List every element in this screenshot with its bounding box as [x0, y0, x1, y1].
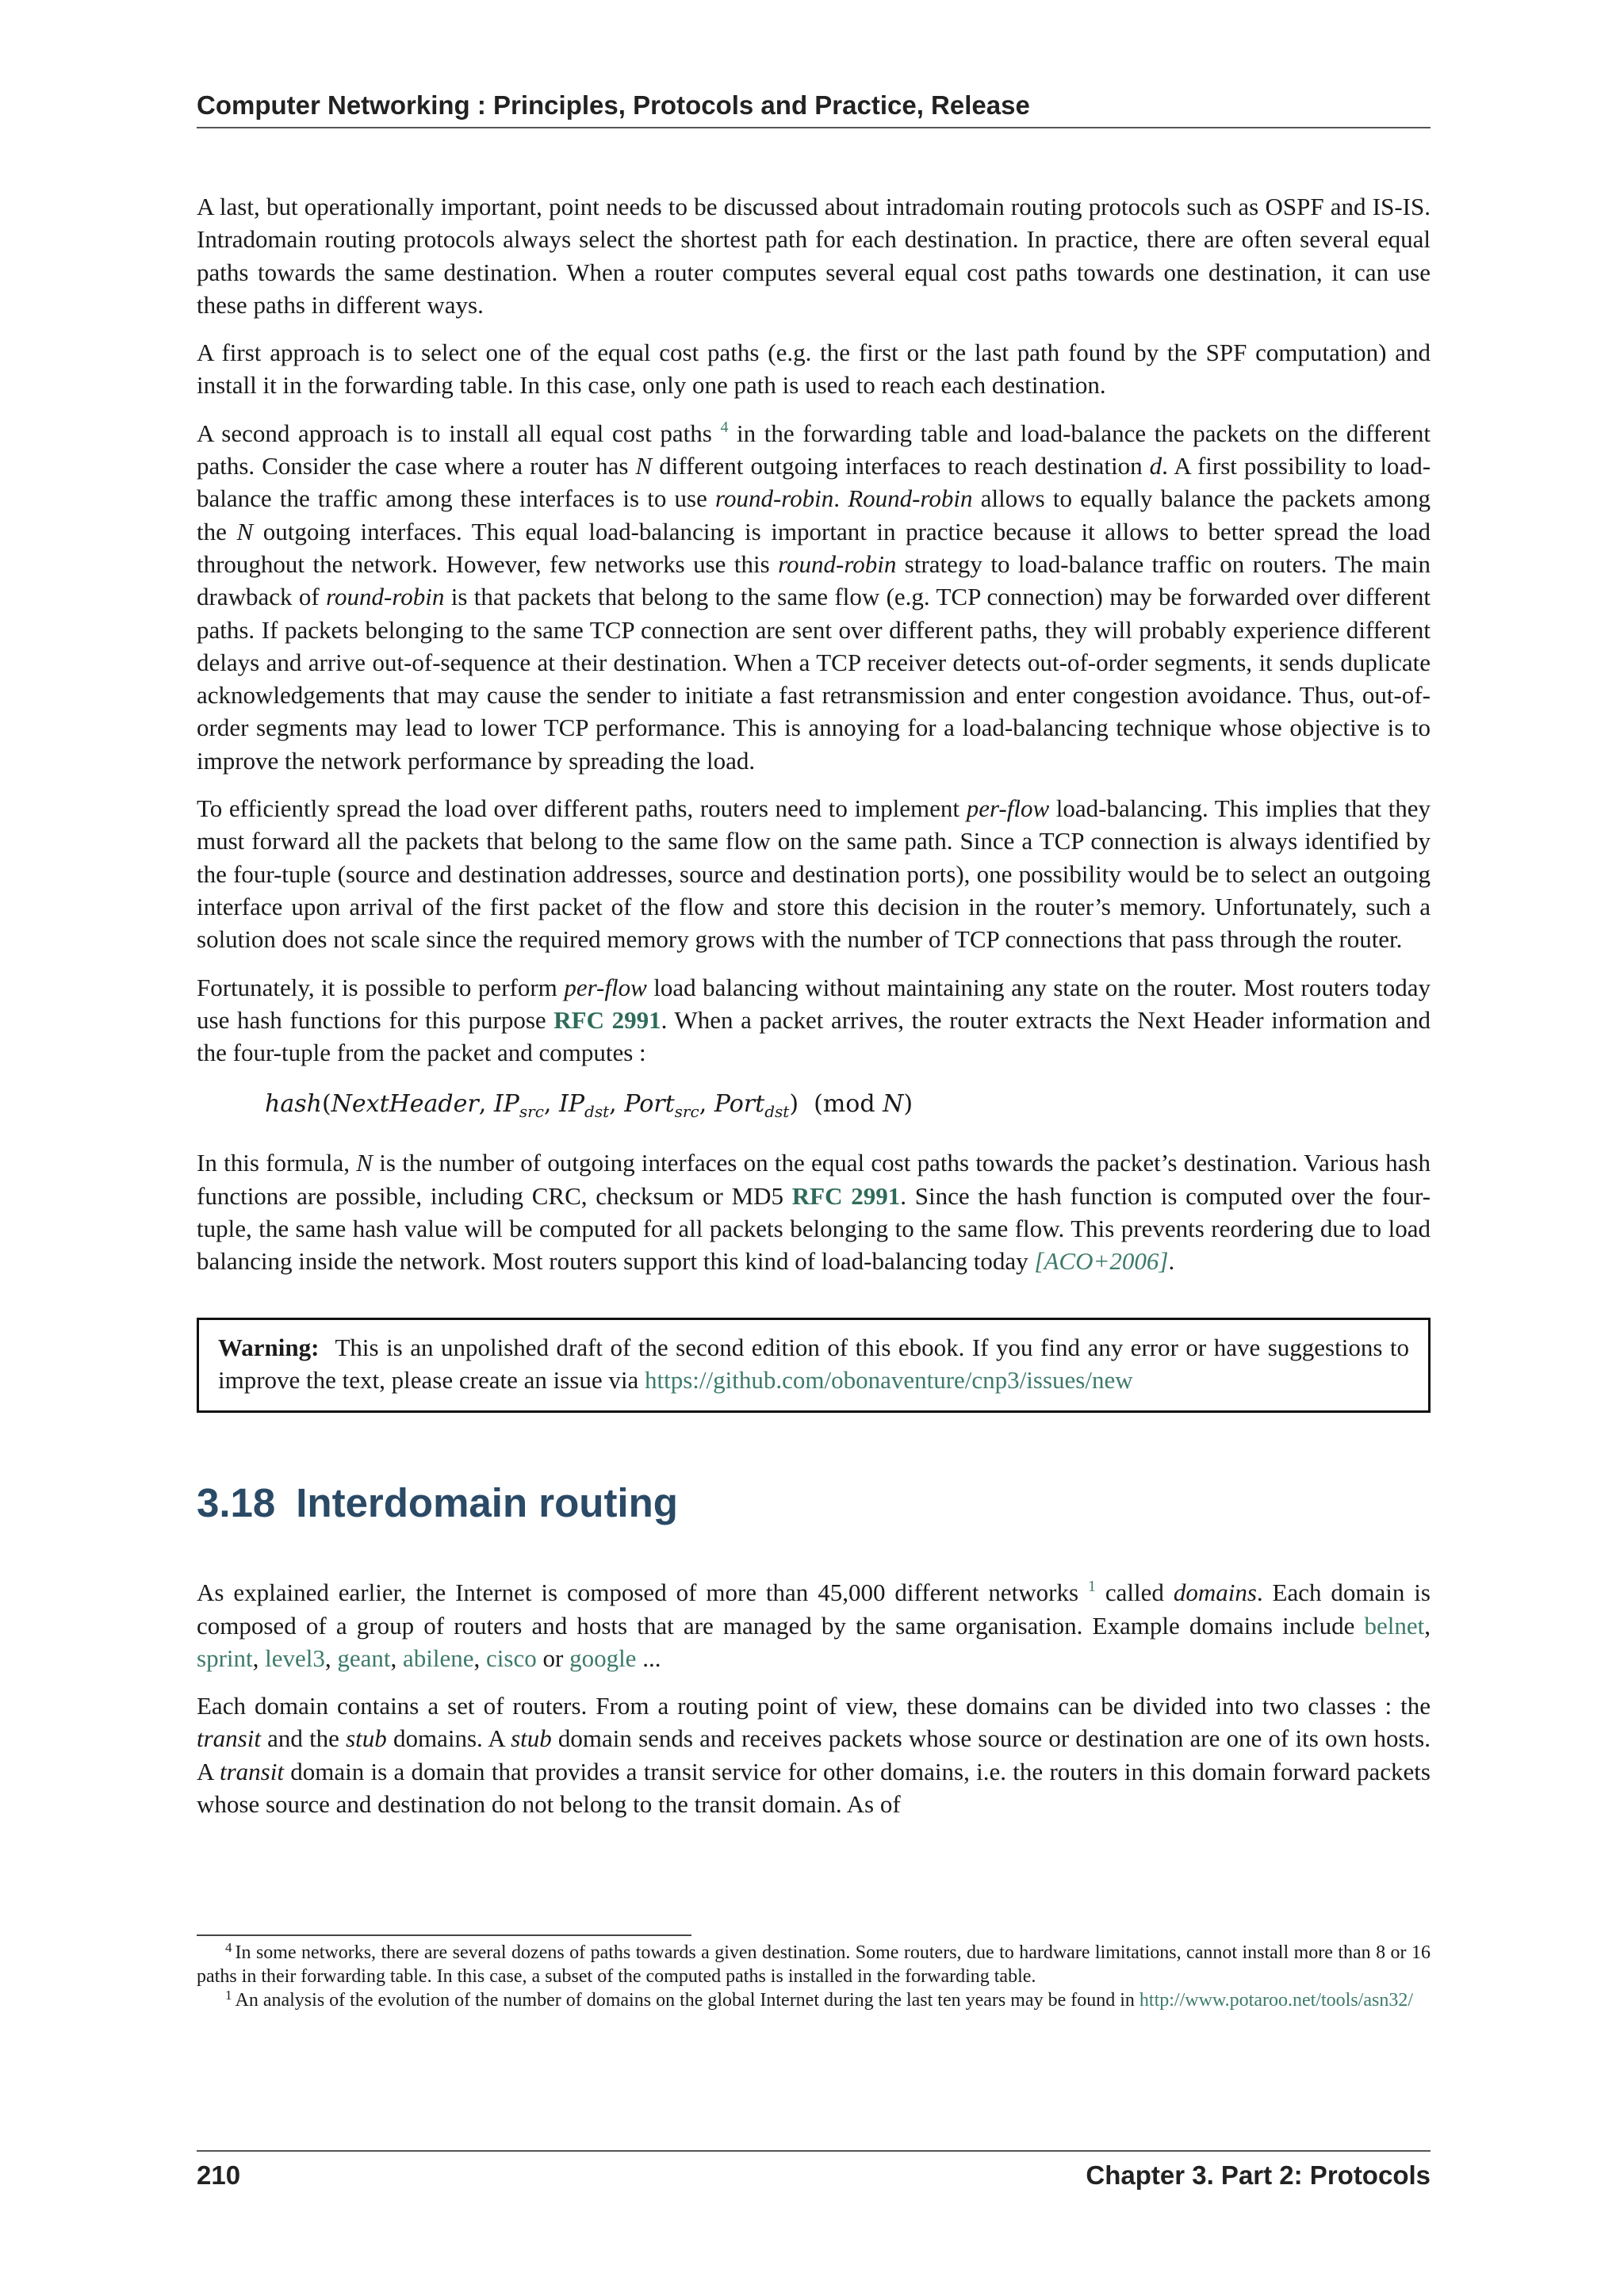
page-number: 210 [197, 2160, 241, 2190]
section-title-text: Interdomain routing [296, 1480, 678, 1526]
page-header [197, 89, 1431, 128]
section-heading [197, 1479, 1431, 1527]
page-footer [197, 2150, 1431, 2193]
footnote-ref-1[interactable]: 1 [1087, 1578, 1096, 1596]
paragraph-formula-explanation: In this formula, N is the number of outgoing interfaces on the equal cost paths towards the packet’s destination. Various hash functions are possible, including CRC, checksum or MD5 RFC 2991. Since the hash function is computed over the four-tuple, the same hash value will be computed for all packets belonging to the same flow. This prevents reordering due to load balancing inside the network. Most routers support this kind of load-balancing today [ACO+2006]. [197, 1149, 1431, 1276]
paragraph-transit-stub: Each domain contains a set of routers. From a routing point of view, these domains can be divided into two classes : the transit and the stub domains. A stub domain sends and receives packets whose source or destination are one of its own hosts. A transit domain is a domain that provides a transit service for other domains, i.e. the routers in this domain forward packets whose source and destination do not belong to the transit domain. As of [197, 1692, 1431, 1818]
paragraph-second-approach: A second approach is to install all equal cost paths $^4$ in the forwarding table and load-balance the packets on the different paths. Consider the case where a router has N different outgoing interfaces to reach destination d. A first possibility to load-balance the traffic among these interfaces is to use round-robin. Round-robin allows to equally balance the packets among the N outgoing interfaces. This equal load-balancing is important in practice because it allows to better spread the load throughout the network. However, few networks use this round-robin strategy to load-balance traffic on routers. The main drawback of round-robin is that packets that belong to the same flow (e.g. TCP connection) may be forwarded over different paths. If packets belonging to the same TCP connection are sent over different paths, they will probably experience different delays and arrive out-of-sequence at their destination. When a TCP receiver detects out-of-order segments, it sends duplicate acknowledgements that may cause the sender to initiate a fast retransmission and enter congestion avoidance. Thus, out-of-order segments may lead to lower TCP performance. This is annoying for a load-balancing technique whose objective is to improve the network performance by spreading the load. [197, 418, 1431, 775]
section-number: 3.18 [197, 1480, 276, 1526]
rfc-2991-link[interactable]: RFC 2991 [553, 1005, 661, 1034]
potaroo-link[interactable]: http://www.potaroo.net/tools/asn32/ [1139, 1990, 1413, 2011]
paragraph-first-approach: A first approach is to select one of the equal cost paths (e.g. the first or the last path found by the SPF computation) and install it in the forwarding table. In this case, only one path is used to reach each destination. [197, 339, 1431, 400]
paragraph-domains: As explained earlier, the Internet is composed of more than 45,000 different networks $^1$ called domains. Each domain is composed of a group of routers and hosts that are managed by the same organisation. Example domains include belnet, sprint, level3, geant, abilene, cisco or google ... [197, 1578, 1431, 1672]
citation-aco2006-link[interactable]: [ACO+2006] [1034, 1247, 1169, 1276]
paragraph-intradomain-ecmp: A last, but operationally important, point needs to be discussed about intradomain routing protocols such as OSPF and IS-IS. Intradomain routing protocols always select the shortest path for each destination. In practice, there are often several equal paths towards the same destination. When a router computes several equal cost paths towards one destination, it can use these paths in different ways. [197, 193, 1431, 319]
warning-text: This is an unpolished draft of the second edition of this ebook. If you find any error or have suggestions to improve the text, please create an issue via [218, 1333, 1409, 1394]
hash-formula: hash(NextHeader, $IP_{src}$, $IP_{dst}$, Port$_{src}$, Port$_{dst}$) (mod N) [265, 1090, 914, 1122]
github-issues-link[interactable]: https://github.com/obonaventure/cnp3/issues/new [644, 1365, 1133, 1394]
main-content [197, 190, 1431, 1835]
domain-link-sprint[interactable]: sprint [197, 1644, 253, 1672]
footnote-ref-4[interactable]: 4 [720, 418, 729, 436]
footnotes [197, 1941, 1431, 2012]
warning-box [197, 1318, 1431, 1414]
paragraph-per-flow: To efficiently spread the load over different paths, routers need to implement per-flow load-balancing. This implies that they must forward all the packets that belong to the same flow on the same path. Since a TCP connection is always identified by the four-tuple (source and destination addresses, source and destination ports), one possibility would be to select an outgoing interface upon arrival of the first packet of the flow and store this decision in the router’s memory. Unfortunately, such a solution does not scale since the required memory grows with the number of TCP connections that pass through the router. [197, 794, 1431, 954]
footnote-4: $^4$ In some networks, there are several dozens of paths towards a given destination. Some routers, due to hardware limitations, cannot install more than 8 or 16 paths in their forwarding table. In this case, a subset of the computed paths is installed in the forwarding table. [197, 1940, 1431, 1987]
domain-link-cisco[interactable]: cisco [486, 1644, 537, 1672]
footnote-1: $^1$ An analysis of the evolution of the number of domains on the global Internet during the last ten years may be found in http://www.potaroo.net/tools/asn32/ [225, 1988, 1413, 2011]
rfc-2991-link[interactable]: RFC 2991 [791, 1181, 901, 1210]
footnote-divider [197, 1934, 691, 1936]
domain-link-abilene[interactable]: abilene [403, 1644, 474, 1672]
domain-link-belnet[interactable]: belnet [1364, 1611, 1425, 1640]
domain-link-google[interactable]: google [569, 1644, 637, 1672]
paragraph-hash-functions: Fortunately, it is possible to perform per-flow load balancing without maintaining any state on the router. Most routers today use hash functions for this purpose RFC 2991. When a packet arrives, the router extracts the Next Header information and the four-tuple from the packet and computes : [197, 973, 1431, 1067]
running-title: Computer Networking : Principles, Protocols and Practice, Release [197, 90, 1030, 120]
warning-label: Warning: [218, 1333, 320, 1361]
chapter-title: Chapter 3. Part 2: Protocols [1086, 2160, 1431, 2190]
domain-link-level3[interactable]: level3 [265, 1644, 325, 1672]
domain-link-geant[interactable]: geant [337, 1644, 391, 1672]
